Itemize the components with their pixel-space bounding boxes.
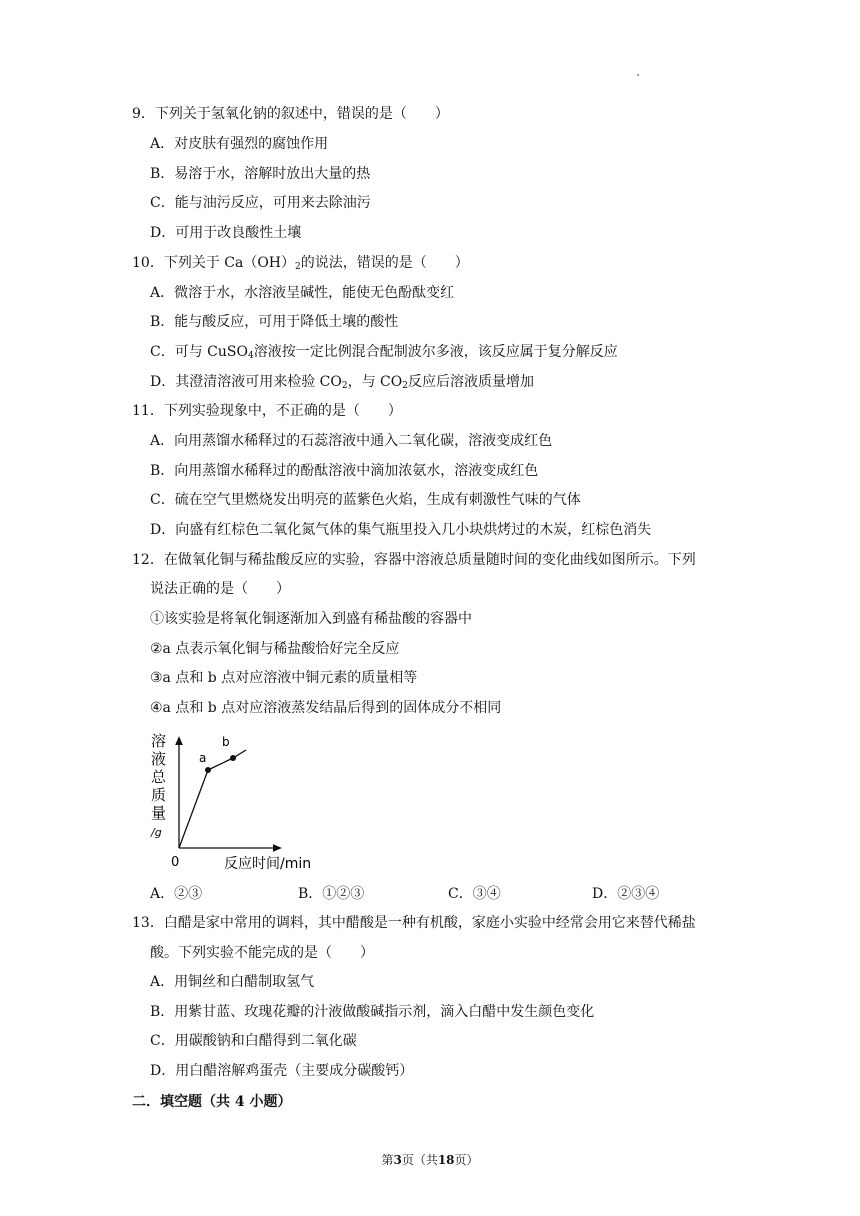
q12-answer-row — [150, 884, 710, 904]
graph-curve — [179, 750, 246, 848]
graph-label-b: b — [222, 735, 230, 749]
q10-option-d-part: 反应后溶液质量增加 — [407, 374, 534, 390]
q10-stem-part: 的说法，错误的是（ ） — [300, 255, 469, 271]
q11-option-a: A．向用蒸馏水稀释过的石蕊溶液中通入二氧化碳，溶液变成红色 — [150, 433, 553, 449]
q12-stem-line2: 说法正确的是（ ） — [150, 581, 290, 597]
q12-statement-4: ④a 点和 b 点对应溶液蒸发结晶后得到的固体成分不相同 — [150, 700, 502, 716]
q11-stem: 11．下列实验现象中，不正确的是（ ） — [132, 403, 402, 419]
page-footer — [0, 1152, 860, 1168]
q10-option-d — [150, 372, 534, 392]
graph-ylabel-char: 总 — [151, 768, 167, 786]
q13-stem-line1: 13．白醋是家中常用的调料，其中醋酸是一种有机酸，家庭小实验中经常会用它来替代稀盐 — [132, 915, 696, 931]
q10-option-d-part: ，与 CO — [347, 374, 403, 390]
q10-option-d-subscript: 2 — [402, 381, 408, 391]
q9-option-d: D．可用于改良酸性土壤 — [150, 225, 302, 241]
q10-option-c-part: 溶液按一定比例混合配制波尔多液，该反应属于复分解反应 — [253, 344, 618, 360]
q10-option-c-part: C．可与 CuSO — [150, 344, 248, 360]
q13-stem-line2: 酸。下列实验不能完成的是（ ） — [150, 945, 374, 961]
q13-option-c: C．用碳酸钠和白醋得到二氧化碳 — [150, 1033, 357, 1049]
q10-option-a: A．微溶于水，水溶液呈碱性，能使无色酚酞变红 — [150, 285, 455, 301]
q9-option-a: A．对皮肤有强烈的腐蚀作用 — [150, 136, 329, 152]
graph-ylabel-char: 质 — [151, 786, 167, 804]
q12-statement-2: ②a 点表示氧化铜与稀盐酸恰好完全反应 — [150, 641, 400, 657]
graph-point-a — [205, 767, 211, 773]
footer-text: 页（共 — [401, 1153, 438, 1167]
q13-option-b: B．用紫甘蓝、玫瑰花瓣的汁液做酸碱指示剂，滴入白醋中发生颜色变化 — [150, 1004, 595, 1020]
q12-statement-1: ①该实验是将氧化铜逐渐加入到盛有稀盐酸的容器中 — [150, 611, 472, 627]
q10-stem-subscript: 2 — [295, 262, 301, 272]
q10-option-d-part: D．其澄清溶液可用来检验 CO — [150, 374, 342, 390]
graph-x-label: 反应时间/min — [224, 856, 312, 872]
q12-answer-b: B．①②③ — [298, 886, 365, 902]
q12-answer-a: A．②③ — [150, 886, 203, 902]
q12-answer-c: C．③④ — [448, 886, 501, 902]
q13-option-a: A．用铜丝和白醋制取氢气 — [150, 974, 315, 990]
q10-option-d-subscript: 2 — [341, 381, 348, 391]
q9-option-b: B．易溶于水，溶解时放出大量的热 — [150, 166, 371, 182]
page-mark-dot — [637, 74, 639, 76]
graph-origin-label: 0 — [171, 855, 180, 870]
q10-stem — [132, 253, 469, 273]
footer-total-pages: 18 — [437, 1153, 455, 1167]
q10-option-c-subscript: 4 — [247, 351, 254, 361]
footer-text: 第 — [381, 1153, 394, 1167]
graph-ylabel-char: 液 — [151, 750, 167, 768]
q10-option-b: B．能与酸反应，可用于降低土壤的酸性 — [150, 314, 399, 330]
graph-point-b — [230, 755, 236, 761]
q9-stem: 9．下列关于氢氧化钠的叙述中，错误的是（ ） — [132, 106, 449, 122]
q11-option-b: B．向用蒸馏水稀释过的酚酞溶液中滴加浓氨水，溶液变成红色 — [150, 463, 539, 479]
footer-page-number: 3 — [393, 1153, 402, 1167]
q10-stem-part: 10．下列关于 Ca（OH） — [132, 255, 296, 271]
footer-text: 页） — [454, 1153, 479, 1167]
q9-option-c: C．能与油污反应，可用来去除油污 — [150, 195, 371, 211]
q12-statement-3: ③a 点和 b 点对应溶液中铜元素的质量相等 — [150, 670, 418, 686]
graph-label-a: a — [199, 751, 207, 765]
q13-option-d: D．用白醋溶解鸡蛋壳（主要成分碳酸钙） — [150, 1063, 414, 1079]
section-2-heading: 二．填空题（共 4 小题） — [132, 1094, 292, 1110]
q11-option-d: D．向盛有红棕色二氧化氮气体的集气瓶里投入几小块烘烤过的木炭，红棕色消失 — [150, 522, 652, 538]
q12-answer-d: D．②③④ — [592, 886, 660, 902]
graph-ylabel-char: 量 — [151, 804, 167, 822]
graph-y-unit: /g — [151, 826, 162, 839]
graph-ylabel-char: 溶 — [151, 732, 167, 750]
q11-option-c: C．硫在空气里燃烧发出明亮的蓝紫色火焰，生成有刺激性气味的气体 — [150, 492, 581, 508]
q12-stem-line1: 12．在做氧化铜与稀盐酸反应的实验，容器中溶液总质量随时间的变化曲线如图所示。下列 — [132, 552, 696, 568]
q12-mass-time-graph — [146, 730, 322, 872]
q10-option-c — [150, 342, 618, 362]
